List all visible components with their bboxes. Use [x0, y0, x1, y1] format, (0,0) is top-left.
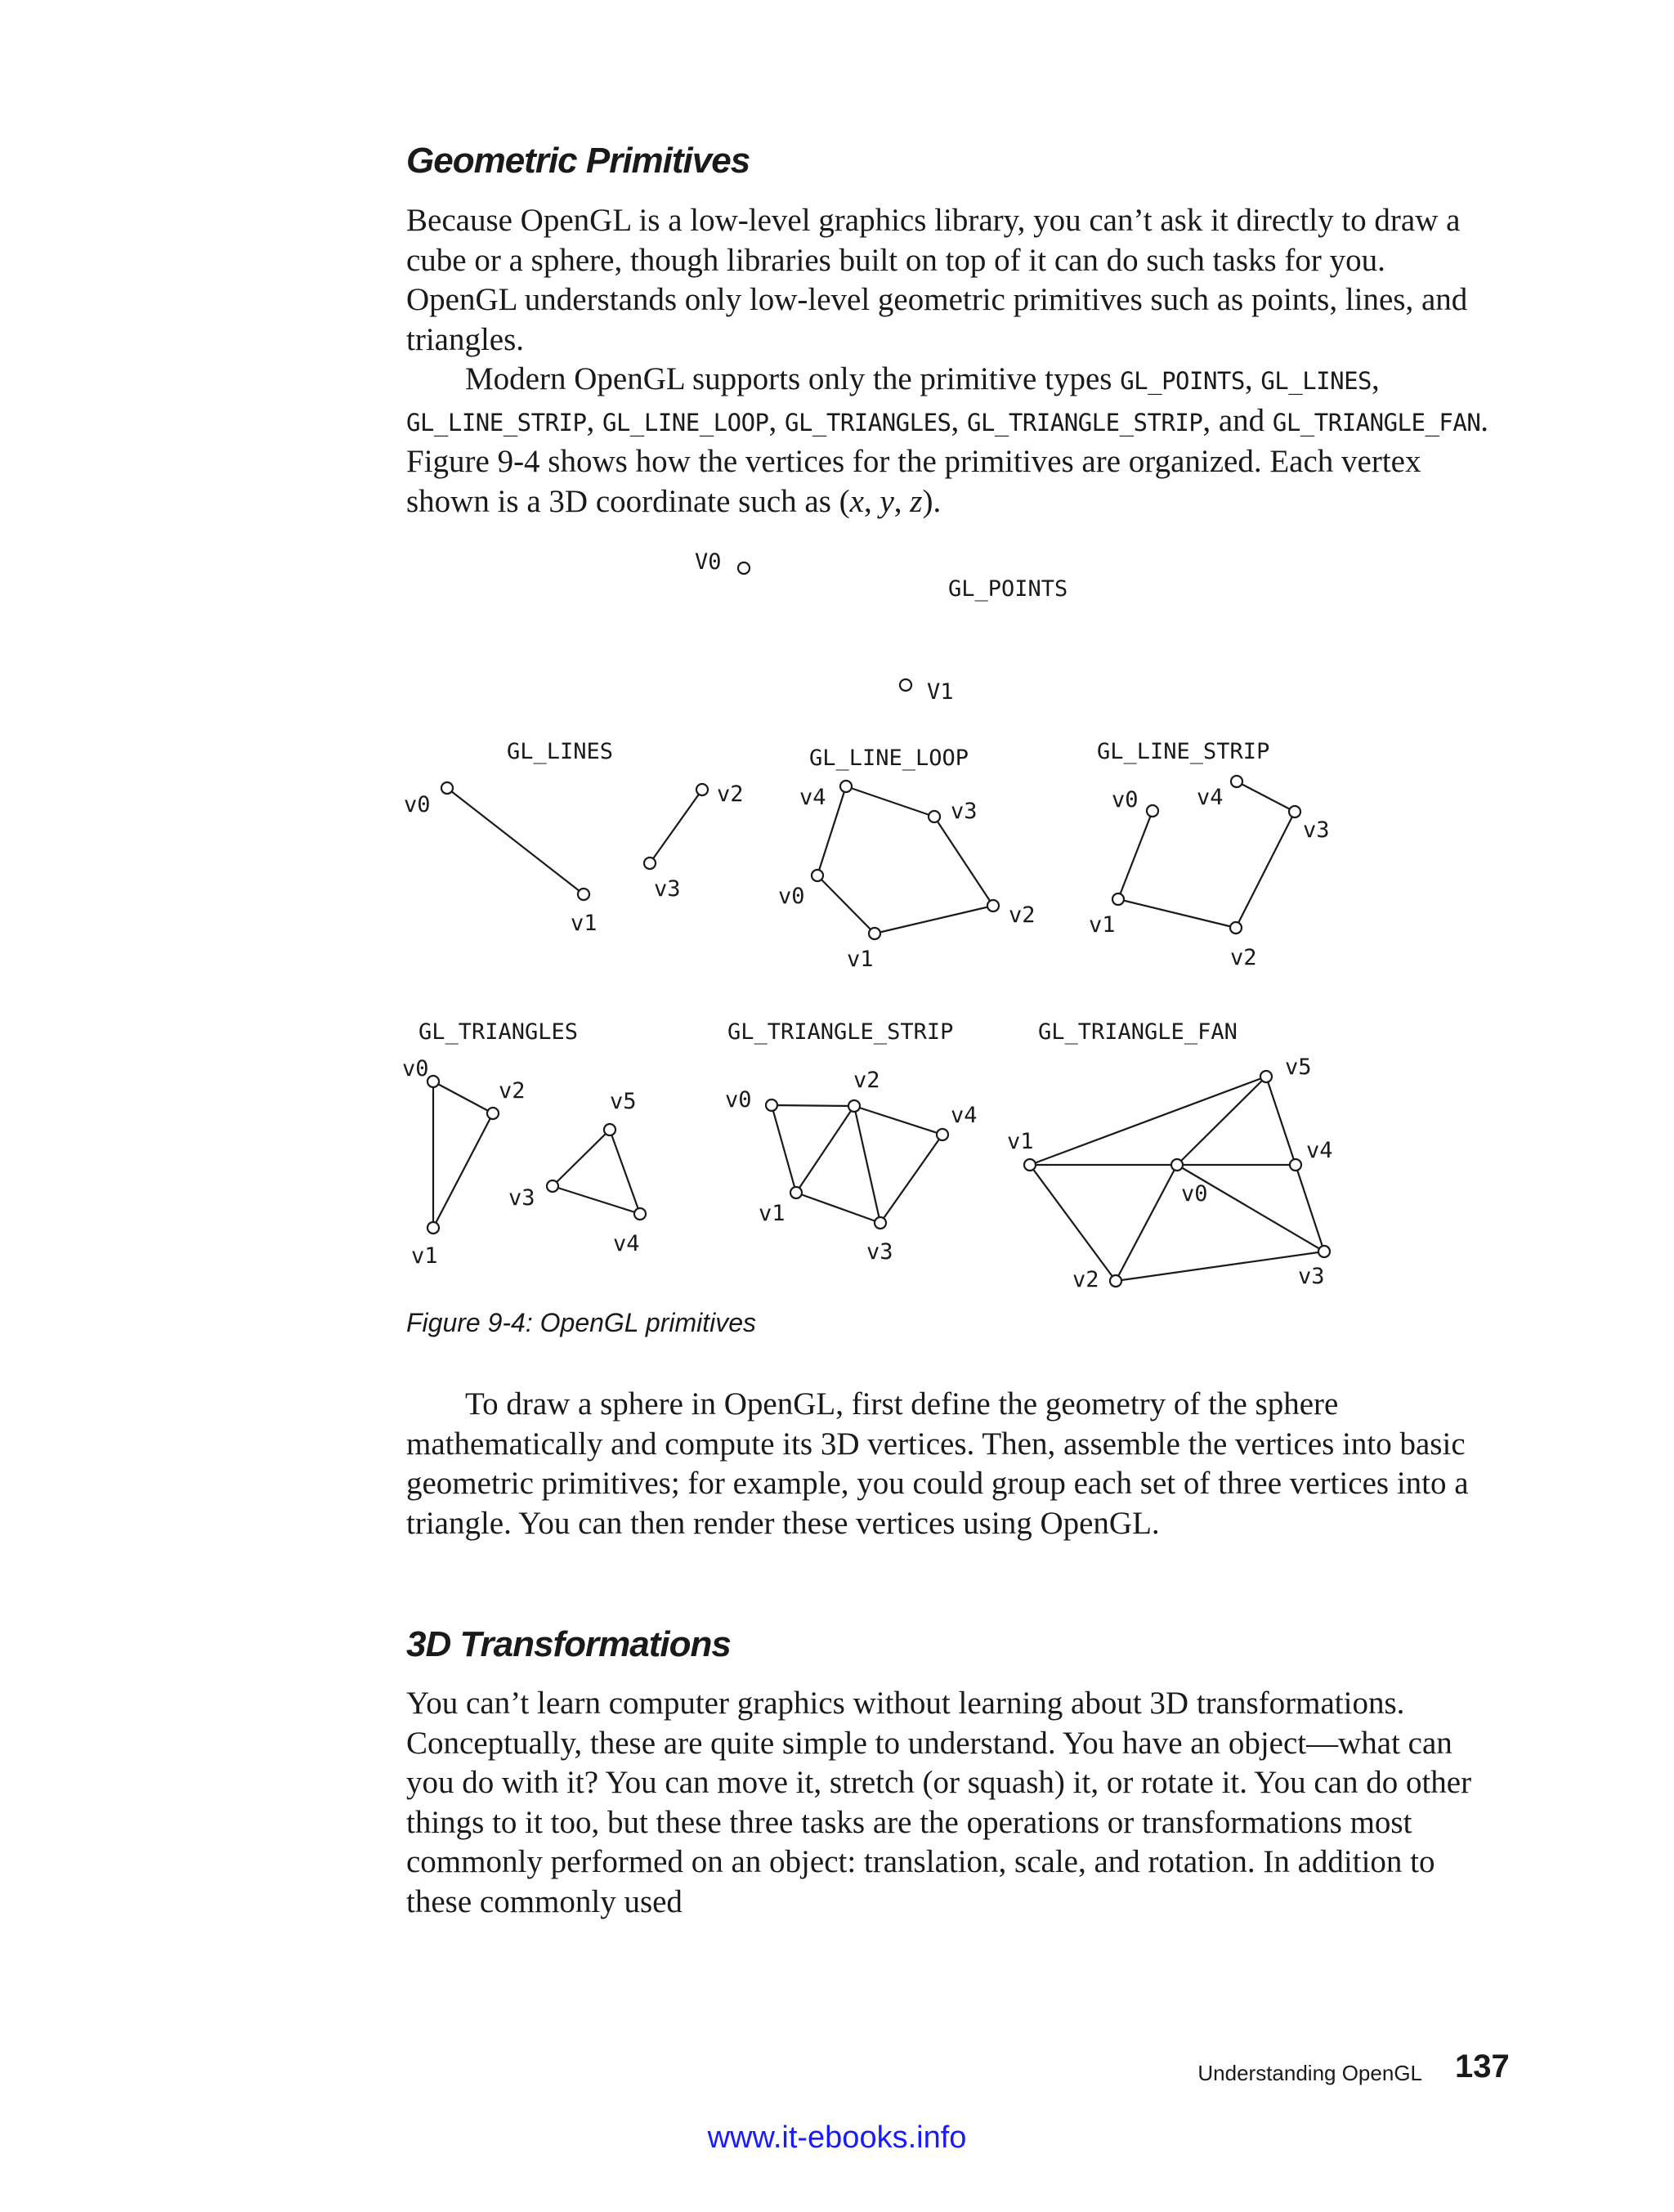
vertex-point	[1110, 1275, 1121, 1287]
vertex-point	[812, 870, 823, 881]
edge	[796, 1193, 880, 1223]
vertex-point	[441, 782, 453, 794]
vertex-label: v0	[1112, 787, 1139, 813]
running-footer-chapter: Understanding OpenGL	[1197, 2061, 1422, 2085]
vertex-label: v5	[610, 1089, 637, 1114]
vertex-point	[1171, 1159, 1183, 1171]
vertex-point	[578, 889, 589, 900]
edge	[1177, 1165, 1324, 1252]
edge	[1296, 1165, 1324, 1252]
vertex-label: v2	[1009, 902, 1036, 928]
vertex-point	[644, 857, 656, 869]
vertex-point	[766, 1099, 777, 1111]
code-gl-line-loop: GL_LINE_LOOP	[602, 408, 769, 437]
vertex-point	[547, 1180, 558, 1192]
page-number: 137	[1455, 2049, 1510, 2084]
edge	[772, 1105, 796, 1193]
vertex-label: v4	[799, 785, 826, 810]
vertex-label: v0	[778, 884, 805, 909]
diagram-gl-points	[695, 549, 1068, 705]
vertex-point	[840, 781, 852, 792]
edge	[447, 788, 584, 894]
diagram-gl-lines	[404, 739, 744, 936]
edge	[880, 1135, 942, 1223]
edge	[1266, 1077, 1296, 1165]
diagram-gl-triangle-fan	[1007, 1019, 1333, 1292]
edge	[796, 1106, 854, 1193]
title-gl-line-strip: GL_LINE_STRIP	[1097, 739, 1270, 764]
title-gl-lines: GL_LINES	[507, 739, 614, 764]
code-gl-points: GL_POINTS	[1120, 367, 1245, 395]
edge	[1116, 1165, 1177, 1281]
diagram-gl-triangle-strip	[725, 1019, 978, 1265]
edge	[772, 1105, 854, 1106]
vertex-label: v1	[1007, 1129, 1034, 1154]
edge	[1030, 1077, 1266, 1165]
vertex-point	[696, 784, 708, 795]
section-heading-3d-transformations: 3D Transformations	[406, 1624, 731, 1664]
vertex-label: v0	[404, 792, 431, 817]
paragraph-intro: Because OpenGL is a low-level graphics library, you can’t ask it directly to draw a cube or a sphere, though libraries built on top of it can do such tasks for you. OpenGL understands only low-level geometric primitives such as points, lines, and triangles.	[406, 203, 1468, 357]
vertex-point	[1290, 1159, 1301, 1171]
edge	[817, 875, 875, 934]
vertex-label: v2	[499, 1078, 526, 1104]
vertex-point	[1231, 776, 1242, 787]
vertex-label: v3	[654, 876, 681, 902]
vertex-label: v3	[866, 1239, 893, 1265]
diagram-gl-line-strip	[1089, 739, 1330, 970]
title-gl-triangle-fan: GL_TRIANGLE_FAN	[1038, 1019, 1238, 1045]
vertex-point	[937, 1129, 948, 1140]
code-gl-triangles: GL_TRIANGLES	[785, 408, 951, 437]
vertex-label: v5	[1285, 1055, 1312, 1080]
vertex-label: v4	[1306, 1138, 1333, 1163]
vertex-label: v4	[613, 1231, 640, 1256]
vertex-point	[1112, 893, 1124, 905]
figure-opengl-primitives	[0, 531, 1674, 1300]
vertex-label: v1	[411, 1243, 438, 1269]
edge	[1030, 1165, 1116, 1281]
vertex-point	[875, 1217, 886, 1229]
edge	[1116, 1252, 1324, 1281]
code-gl-lines: GL_LINES	[1260, 367, 1372, 395]
vertex-point	[427, 1076, 439, 1087]
edge	[1236, 812, 1295, 928]
edge	[846, 786, 934, 817]
vertex-point	[1147, 805, 1158, 817]
vertex-label: v4	[951, 1103, 978, 1128]
edge	[934, 817, 993, 906]
vertex-label: v2	[853, 1068, 880, 1093]
diagram-gl-line-loop	[778, 746, 1036, 972]
title-gl-triangles: GL_TRIANGLES	[418, 1019, 579, 1045]
edge	[1177, 1077, 1266, 1165]
vertex-point	[869, 928, 880, 939]
paragraph-sphere: To draw a sphere in OpenGL, first define the geometry of the sphere mathematically and compute its 3D vertices. Then, assemble the vertices into basic geometric primitives; for example, you could group each set of three vertices into a triangle. You can then render these vertices using OpenGL.	[406, 1386, 1469, 1541]
vertex-label: v1	[847, 947, 874, 972]
edge	[875, 906, 993, 934]
edge	[553, 1186, 640, 1214]
vertex-point	[1024, 1159, 1036, 1171]
vertex-label: V0	[695, 549, 722, 575]
edge	[650, 790, 702, 863]
code-gl-triangle-fan: GL_TRIANGLE_FAN	[1272, 408, 1481, 437]
vertex-point	[487, 1108, 499, 1119]
code-gl-triangle-strip: GL_TRIANGLE_STRIP	[967, 408, 1203, 437]
vertex-point	[427, 1222, 439, 1234]
vertex-point	[848, 1100, 860, 1112]
vertex-label: v3	[1298, 1264, 1325, 1289]
vertex-label: v0	[1181, 1181, 1208, 1207]
vertex-label: V1	[927, 679, 954, 705]
edge	[854, 1106, 880, 1223]
title-gl-points: GL_POINTS	[948, 576, 1068, 602]
edge	[553, 1130, 610, 1186]
vertex-point	[604, 1124, 615, 1135]
figure-caption: Figure 9-4: OpenGL primitives	[406, 1308, 757, 1337]
code-gl-line-strip: GL_LINE_STRIP	[406, 408, 587, 437]
title-gl-line-loop: GL_LINE_LOOP	[809, 746, 969, 771]
vertex-point	[1318, 1246, 1330, 1257]
edge	[1118, 899, 1236, 928]
vertex-label: v3	[1303, 817, 1330, 843]
edge	[1118, 811, 1153, 899]
paragraph-transformations: You can’t learn computer graphics without learning about 3D transformations. Conceptually, these are quite simple to understand. You have an object—what can you do with it? You can move it, stretch (or squash) it, or rotate it. You can do other things to it too, but these three tasks are the operations or transformations most commonly performed on an object: translation, scale, and rotation. In addition to these commonly used	[406, 1686, 1472, 1919]
vertex-point	[900, 679, 911, 691]
edge	[1237, 781, 1295, 812]
edge	[854, 1106, 942, 1135]
edge	[433, 1081, 493, 1113]
vertex-label: v1	[759, 1201, 786, 1226]
vertex-label: v0	[402, 1056, 429, 1081]
vertex-point	[1260, 1071, 1272, 1082]
title-gl-triangle-strip: GL_TRIANGLE_STRIP	[727, 1019, 954, 1045]
vertex-point	[987, 900, 999, 911]
edge	[433, 1113, 493, 1228]
vertex-point	[929, 811, 940, 822]
diagram-gl-triangles	[402, 1019, 646, 1269]
vertex-point	[634, 1208, 646, 1220]
vertex-label: v4	[1197, 785, 1224, 810]
paragraph-primitive-types: Modern OpenGL supports only the primitive types GL_POINTS, GL_LINES, GL_LINE_STRIP, GL_LINE_LOOP, GL_TRIANGLES, GL_TRIANGLE_STRIP, and GL_TRIANGLE_FAN. Figure 9-4 shows how the vertices for the primitives are organized. Each vertex shown is a 3D coordinate such as (x, y, z).	[406, 361, 1489, 519]
vertex-point	[738, 562, 750, 574]
vertex-label: v3	[508, 1185, 535, 1211]
vertex-point	[1230, 922, 1242, 934]
vertex-point	[1289, 806, 1300, 817]
vertex-label: v2	[1230, 945, 1257, 970]
vertex-label: v0	[725, 1087, 752, 1113]
edge	[610, 1130, 640, 1214]
vertex-label: v3	[951, 799, 978, 824]
watermark-link[interactable]: www.it-ebooks.info	[707, 2120, 967, 2155]
vertex-label: v1	[571, 911, 598, 936]
vertex-label: v1	[1089, 912, 1116, 938]
vertex-point	[790, 1187, 802, 1198]
section-heading-geometric-primitives: Geometric Primitives	[406, 141, 750, 181]
vertex-label: v2	[717, 781, 744, 807]
vertex-label: v2	[1072, 1267, 1099, 1292]
